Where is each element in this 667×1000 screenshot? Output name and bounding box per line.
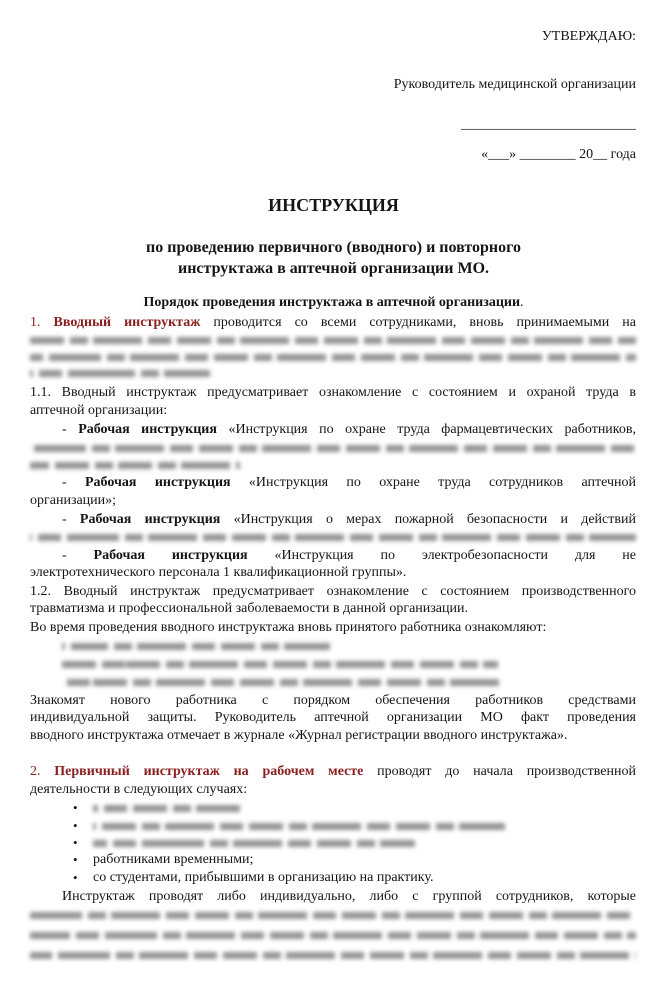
familiarize-intro: Во время проведения вводного инструктажа вновь принятого работника ознакомляют:	[30, 620, 547, 635]
section-heading-period: .	[520, 295, 524, 310]
paragraph-1-term: Вводный инструктаж	[53, 315, 201, 330]
approval-title: УТВЕРЖДАЮ:	[541, 29, 636, 44]
blurred-text-line	[30, 337, 636, 344]
dash: -	[62, 475, 85, 490]
paragraph-1-2-line-1: 1.2. Вводный инструктаж предусматривает ознакомление с состоянием производственного	[30, 584, 636, 599]
bullet-icon: •	[73, 870, 78, 885]
paragraph-2-text: проводят до начала производственной	[363, 764, 636, 779]
section-heading-text: Порядок проведения инструктажа в аптечной организации	[143, 295, 521, 310]
paragraph-1-number: 1.	[30, 315, 54, 330]
dash: -	[62, 512, 80, 527]
blurred-text-line	[30, 354, 636, 361]
doc-item-1	[62, 421, 636, 439]
paragraph-1-2-line-2: травматизма и профессиональной заболеваемости в данной организации.	[30, 601, 468, 616]
paragraph-1-line-1	[30, 314, 636, 332]
blurred-text-line	[93, 840, 415, 847]
blurred-text-line	[62, 661, 498, 668]
bullet-icon: •	[73, 852, 78, 867]
blurred-text-line	[62, 679, 500, 686]
blurred-text-line	[62, 643, 330, 650]
blurred-text-line	[93, 823, 505, 830]
doc-item-3	[62, 511, 636, 529]
paragraph-2-line-2: деятельности в следующих случаях:	[30, 782, 248, 797]
doc-label: Рабочая инструкция	[79, 512, 221, 527]
bullet-icon: •	[73, 835, 78, 850]
blurred-text-line	[30, 932, 636, 939]
paragraph-2-line-1	[30, 763, 636, 781]
blurred-text-line	[30, 912, 636, 919]
blurred-text-line	[30, 445, 636, 452]
bullet-icon: •	[73, 818, 78, 833]
blurred-text-line	[30, 370, 210, 377]
paragraph-2-term: Первичный инструктаж на рабочем месте	[54, 764, 364, 779]
paragraph-1-1-line-1: 1.1. Вводный инструктаж предусматривает ознакомление с состоянием и охраной труда в	[30, 385, 636, 400]
familiarize-line-3: вводного инструктажа отмечает в журнале «Журнал регистрации вводного инструктажа».	[30, 728, 568, 743]
doc-item-4-continuation: электротехнического персонала 1 квалификационной группы».	[30, 565, 407, 580]
final-paragraph-line-1: Инструктаж проводят либо индивидуально, либо с группой сотрудников, которые	[62, 889, 636, 904]
blurred-text-line	[30, 534, 636, 541]
approval-position: Руководитель медицинской организации	[393, 77, 636, 92]
doc-item-4	[62, 547, 636, 565]
doc-item-2	[62, 474, 636, 492]
dash: -	[62, 548, 94, 563]
section-heading	[0, 294, 667, 312]
blurred-text-line	[30, 462, 240, 469]
signature-line: _________________________	[461, 117, 636, 132]
doc-label: Рабочая инструкция	[78, 422, 217, 437]
paragraph-2-number: 2.	[30, 764, 55, 779]
case-item-students: со студентами, прибывшими в организацию на практику.	[93, 870, 434, 885]
date-line: «___» ________ 20__ года	[481, 147, 636, 162]
paragraph-1-text: проводится со всеми сотрудниками, вновь принимаемыми на	[200, 315, 636, 330]
blurred-text-line	[30, 952, 636, 959]
document-subtitle-line-2: инструктажа в аптечной организации МО.	[177, 260, 490, 277]
familiarize-line-2: индивидуальной защиты. Руководитель аптечной организации МО факт проведения	[30, 710, 636, 725]
familiarize-line-1: Знакомят нового работника с порядком обеспечения работников средствами	[30, 693, 636, 708]
paragraph-1-1-line-2: аптечной организации:	[30, 403, 168, 418]
doc-title: «Инструкция по охране труда сотрудников аптечной	[230, 475, 636, 490]
case-item-temporary: работниками временными;	[93, 852, 254, 867]
doc-title: «Инструкция по электробезопасности для не	[247, 548, 636, 563]
doc-title: «Инструкция по охране труда фармацевтических работников,	[216, 422, 636, 437]
doc-label: Рабочая инструкция	[85, 475, 231, 490]
doc-item-2-continuation: организации»;	[30, 493, 117, 508]
bullet-icon: •	[73, 800, 78, 815]
document-subtitle-line-1: по проведению первичного (вводного) и повторного	[146, 239, 521, 256]
doc-label: Рабочая инструкция	[93, 548, 248, 563]
doc-title: «Инструкция о мерах пожарной безопасности и действий	[220, 512, 636, 527]
dash: -	[62, 422, 79, 437]
document-title: ИНСТРУКЦИЯ	[268, 195, 399, 215]
blurred-text-line	[93, 805, 240, 812]
